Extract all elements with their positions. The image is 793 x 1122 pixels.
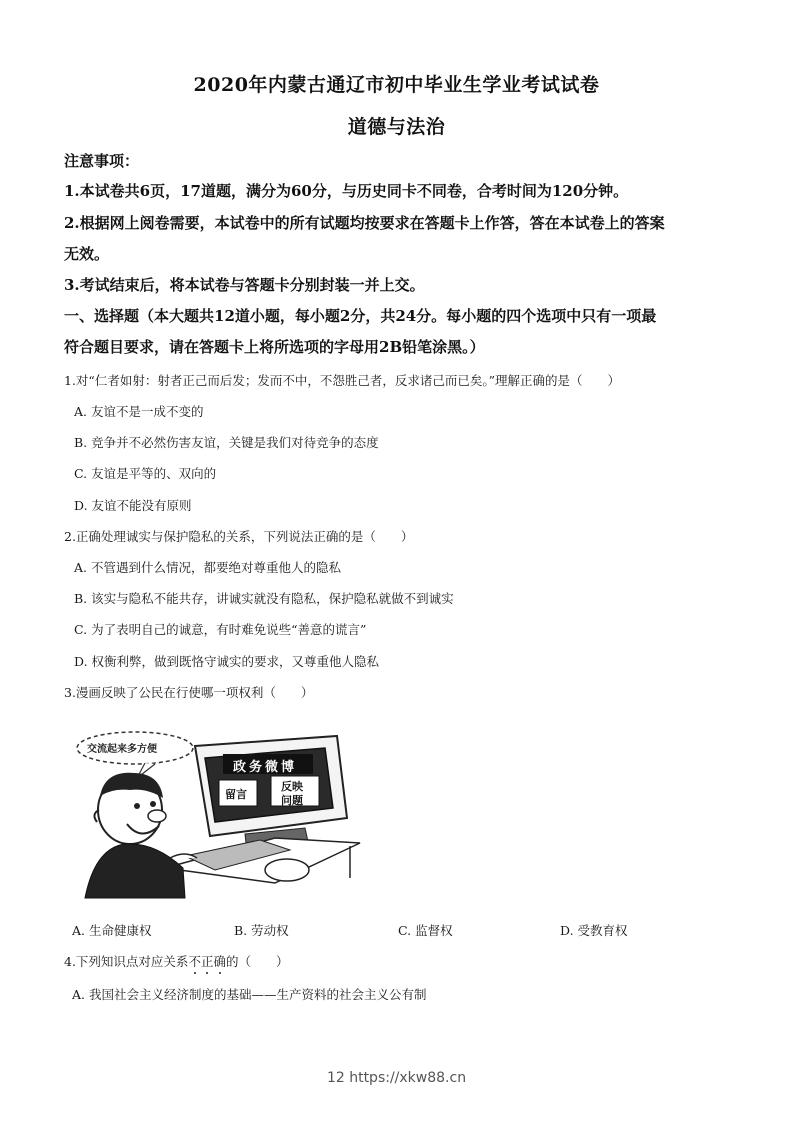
notice-item-2: 2.根据网上阅卷需要，本试卷中的所有试题均按要求在答题卡上作答，答在本试卷上的答案 <box>64 214 665 232</box>
cartoon-screen-title: 政务微博 <box>233 760 298 775</box>
question-1-option-a: A. 友谊不是一成不变的 <box>74 404 204 419</box>
cartoon-screen-right-2: 问题 <box>281 794 303 807</box>
question-1-option-b: B. 竞争并不必然伤害友谊，关键是我们对待竞争的态度 <box>74 435 379 450</box>
question-3-option-d: D. 受教育权 <box>560 923 628 938</box>
cartoon-speech-bubble: 交流起来多方便 <box>87 744 157 755</box>
question-4-stem-before: 4.下列知识点对应关系 <box>64 954 189 969</box>
question-1-stem: 1.对“仁者如射：射者正己而后发；发而不中，不怨胜己者，反求诸己而已矣。”理解正确的是（ ） <box>64 373 620 388</box>
question-3-option-c: C. 监督权 <box>398 923 453 938</box>
question-3-stem: 3.漫画反映了公民在行使哪一项权利（ ） <box>64 685 314 700</box>
emphasis-char-2: 正 <box>200 954 214 969</box>
emphasis-char-3: 确 <box>213 954 226 969</box>
question-2-option-a: A. 不管遇到什么情况，都要绝对尊重他人的隐私 <box>74 560 341 575</box>
cartoon-screen-right-1: 反映 <box>281 780 303 793</box>
question-3-option-b: B. 劳动权 <box>234 923 289 938</box>
exam-title: 2020年内蒙古通辽市初中毕业生学业考试试卷 <box>193 74 600 96</box>
emphasis-char-1: 不 <box>188 954 201 969</box>
section-heading-line-2: 符合题目要求，请在答题卡上将所选项的字母用2B铅笔涂黑。） <box>64 338 485 356</box>
question-4-stem-after: 的（ ） <box>225 954 289 969</box>
page-footer: 12 https://xkw88.cn <box>326 1070 467 1086</box>
question-1-option-c: C. 友谊是平等的、双向的 <box>74 466 217 481</box>
cartoon-screen-left: 留言 <box>225 788 247 801</box>
section-heading-line-1: 一、选择题（本大题共12道小题，每小题2分，共24分。每小题的四个选项中只有一项最 <box>64 307 657 325</box>
question-2-option-c: C. 为了表明自己的诚意，有时难免说些“善意的谎言” <box>74 622 367 637</box>
question-4-stem <box>64 952 289 970</box>
notice-item-2-cont: 无效。 <box>64 245 110 263</box>
question-3-option-a: A. 生命健康权 <box>72 923 152 938</box>
question-2-option-b: B. 该实与隐私不能共存，讲诚实就没有隐私，保护隐私就做不到诚实 <box>74 591 454 606</box>
notice-item-3: 3.考试结束后，将本试卷与答题卡分别封装一并上交。 <box>64 276 425 294</box>
exam-subject: 道德与法治 <box>347 116 446 138</box>
notice-item-1: 1.本试卷共6页，17道题，满分为60分，与历史同卡不同卷，合考时间为120分钟。 <box>64 182 629 200</box>
question-4-option-a: A. 我国社会主义经济制度的基础——生产资料的社会主义公有制 <box>72 987 427 1002</box>
question-1-option-d: D. 友谊不能没有原则 <box>74 498 192 513</box>
question-2-option-d: D. 权衡利弊，做到既恪守诚实的要求，又尊重他人隐私 <box>74 654 380 669</box>
cartoon-illustration <box>75 718 365 903</box>
question-2-stem: 2.正确处理诚实与保护隐私的关系，下列说法正确的是（ ） <box>64 529 414 544</box>
notice-heading: 注意事项： <box>64 152 140 170</box>
